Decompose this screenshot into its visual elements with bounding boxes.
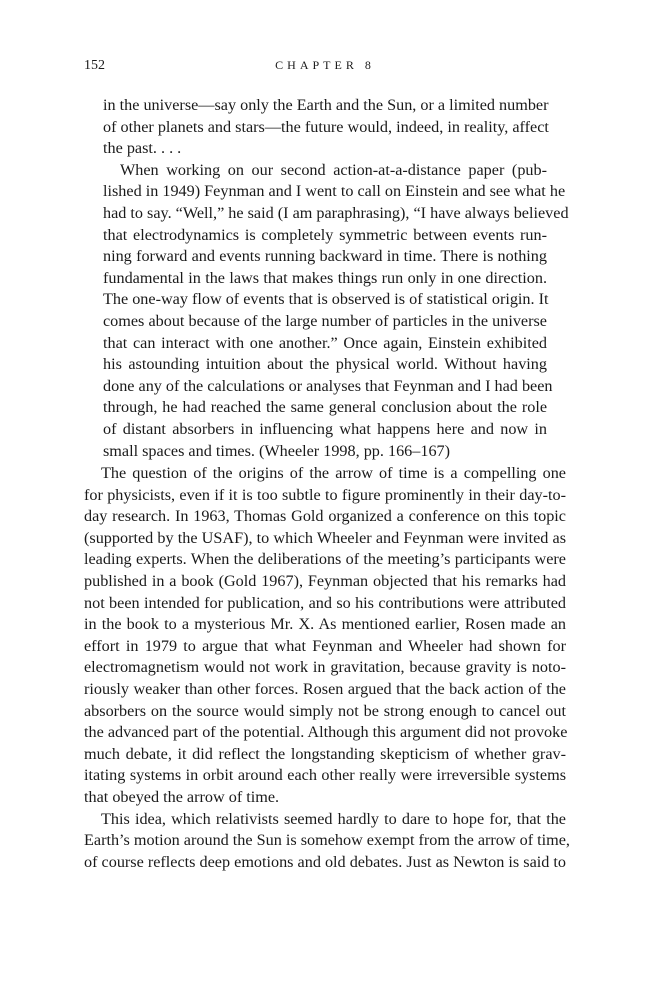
body-line: that obeyed the arrow of time. bbox=[84, 787, 280, 806]
quote-line: comes about because of the large number of particles in the universe bbox=[103, 311, 547, 330]
quote-line: through, he had reached the same general conclusion about the role bbox=[103, 398, 547, 417]
quote-line: the past. . . . bbox=[103, 139, 182, 158]
quote-line: that electrodynamics is completely symmetric between events run- bbox=[103, 225, 547, 244]
quote-line: lished in 1949) Feynman and I went to call on Einstein and see what he bbox=[103, 182, 566, 201]
body-line: not been intended for publication, and so his contributions were attributed bbox=[84, 593, 566, 612]
quote-line: of other planets and stars—the future would, indeed, in reality, affect bbox=[103, 117, 549, 136]
body-line: electromagnetism would not work in gravitation, because gravity is noto- bbox=[84, 658, 566, 677]
quote-line: fundamental in the laws that makes things run only in one direction. bbox=[103, 268, 547, 287]
body-line: The question of the origins of the arrow of time is a compelling one bbox=[101, 464, 566, 482]
body-line: effort in 1979 to argue that what Feynman and Wheeler had shown for bbox=[84, 636, 566, 655]
page-number: 152 bbox=[84, 58, 105, 73]
chapter-title: CHAPTER 8 bbox=[275, 58, 375, 72]
quote-line: of distant absorbers in influencing what happens here and now in bbox=[103, 419, 547, 438]
body-line: much debate, it did reflect the longstanding skepticism of whether grav- bbox=[84, 744, 566, 763]
quote-line: in the universe—say only the Earth and the Sun, or a limited number bbox=[103, 96, 549, 114]
body-line: Earth’s motion around the Sun is somehow exempt from the arrow of time, bbox=[84, 831, 570, 850]
body-line: This idea, which relativists seemed hardly to dare to hope for, that the bbox=[101, 809, 566, 828]
body-line: day research. In 1963, Thomas Gold organized a conference on this topic bbox=[84, 507, 566, 526]
body-line: riously weaker than other forces. Rosen argued that the back action of the bbox=[84, 679, 566, 698]
body-line: in the book to a mysterious Mr. X. As mentioned earlier, Rosen made an bbox=[84, 615, 566, 634]
quote-line: that can interact with one another.” Once again, Einstein exhibited bbox=[103, 333, 547, 352]
body-line: itating systems in orbit around each other really were irreversible systems bbox=[84, 766, 566, 785]
body-line: the advanced part of the potential. Although this argument did not provoke bbox=[84, 723, 568, 742]
block-quote bbox=[103, 95, 569, 462]
body-line: published in a book (Gold 1967), Feynman objected that his remarks had bbox=[84, 571, 566, 590]
body-line: leading experts. When the deliberations of the meeting’s participants were bbox=[84, 550, 566, 569]
body-line: absorbers on the source would simply not be strong enough to cancel out bbox=[84, 701, 566, 720]
quote-line: The one-way flow of events that is observed is of statistical origin. It bbox=[103, 290, 549, 309]
page-header bbox=[84, 58, 566, 78]
body-line: of course reflects deep emotions and old debates. Just as Newton is said to bbox=[84, 852, 566, 871]
body-text bbox=[84, 463, 570, 873]
quote-line: had to say. “Well,” he said (I am paraphrasing), “I have always believed bbox=[103, 203, 569, 222]
quote-line: done any of the calculations or analyses that Feynman and I had been bbox=[103, 376, 553, 395]
quote-line: ning forward and events running backward in time. There is nothing bbox=[103, 247, 547, 266]
body-line: for physicists, even if it is too subtle to figure prominently in their day-to- bbox=[84, 485, 566, 504]
quote-line: his astounding intuition about the physical world. Without having bbox=[103, 355, 547, 374]
quote-line: When working on our second action-at-a-distance paper (pub- bbox=[120, 160, 547, 179]
body-line: (supported by the USAF), to which Wheeler and Feynman were invited as bbox=[84, 528, 566, 547]
quote-line: small spaces and times. (Wheeler 1998, pp. 166–167) bbox=[103, 441, 451, 460]
